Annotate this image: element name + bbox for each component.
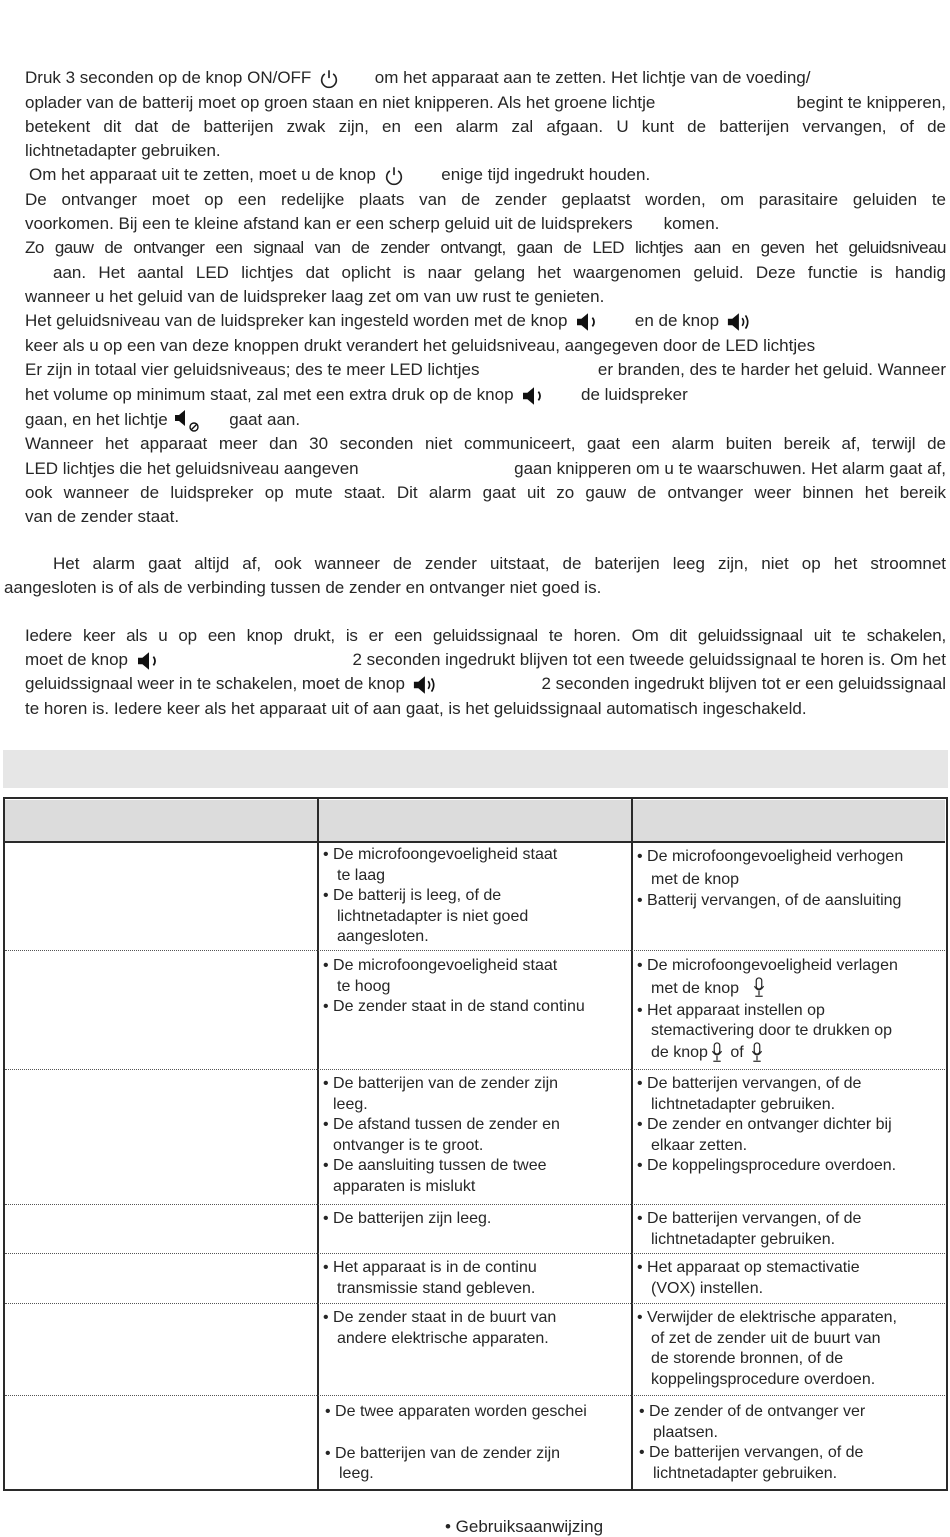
speaker-volume-up-icon — [412, 674, 440, 696]
table-row-6-cause: • De zender staat in de buurt van andere elektrische apparaten. — [323, 1309, 557, 1347]
microphone-icon — [710, 1042, 724, 1064]
table-row-2-cause: • De microfoongevoeligheid staat te hoog • De zender staat in de stand continu — [323, 957, 585, 1015]
table-row-3-cause: • De batterijen van de zender zijn leeg. • De afstand tussen de zender en ontvanger is te groot. • De aansluiting tussen de twee apparaten is mislukt — [323, 1075, 560, 1195]
table-row-1-cause: • De microfoongevoeligheid staat te laag • De batterij is leeg, of de lichtnetadapter is niet goed aangesloten. — [323, 846, 558, 945]
table-row-7-cause: • De twee apparaten worden geschei • De batterijen van de zender zijn leeg. — [325, 1403, 587, 1482]
table-row-2-solution: • De microfoongevoeligheid verlagen met de knop • Het apparaat instellen op stemactivering door te drukken op de knop of — [637, 956, 898, 1064]
table-row-5-cause: • Het apparaat is in de continu transmissie stand gebleven. — [323, 1259, 537, 1297]
section-header-band — [3, 750, 948, 788]
speaker-volume-down-icon — [520, 385, 548, 407]
power-icon — [383, 165, 405, 187]
speaker-mute-icon — [174, 409, 202, 433]
table-row-5-solution: • Het apparaat op stemactivatie (VOX) instellen. — [637, 1259, 860, 1297]
table-row-4-cause: • De batterijen zijn leeg. — [323, 1210, 492, 1227]
microphone-icon — [750, 1042, 764, 1064]
table-row-7-solution: • De zender of de ontvanger ver plaatsen. • De batterijen vervangen, of de lichtnetadapter gebruiken. — [639, 1403, 866, 1482]
table-row-3-solution: • De batterijen vervangen, of de lichtnetadapter gebruiken. • De zender en ontvanger dichter bij elkaar zetten. • De koppelingsprocedure overdoen. — [637, 1075, 897, 1174]
table-row-6-solution: • Verwijder de elektrische apparaten, of zet de zender uit de buurt van de storende bronnen, of de koppelingsprocedure overdoen. — [637, 1309, 897, 1388]
power-icon — [318, 68, 340, 90]
speaker-volume-down-icon — [574, 311, 602, 333]
page-footer: • Gebruiksaanwijzing — [445, 1517, 604, 1536]
speaker-volume-up-icon — [726, 311, 754, 333]
table-row-1-solution: • De microfoongevoeligheid verhogen met de knop • Batterij vervangen, of de aansluiting — [637, 848, 904, 909]
microphone-icon — [752, 977, 766, 999]
table-row-4-solution: • De batterijen vervangen, of de lichtnetadapter gebruiken. — [637, 1210, 862, 1248]
speaker-volume-down-icon — [135, 650, 163, 672]
